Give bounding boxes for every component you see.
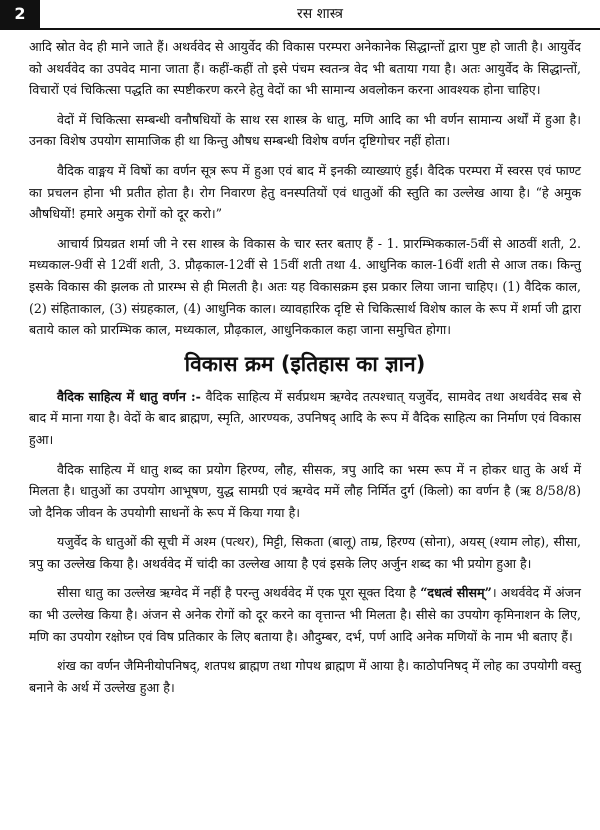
page-body [29, 36, 581, 698]
section-heading: विकास क्रम (इतिहास का ज्ञान) [184, 351, 426, 376]
paragraph-lead-label: वैदिक साहित्य में धातु वर्णन :- [57, 388, 201, 404]
paragraph-lead-metal [29, 582, 581, 647]
paragraph-lead-metal-text-b: । अथर्ववेद में अंजन का भी उल्लेख किया है। अंजन से अनेक रोगों को दूर करने का वृत्तान्त भी मिलता है। सीसे का उपयोग कृमिनाशन के लिए, मणि का उपयोग रक्षोघ्न एवं विष प्रतिकार के लिए बताया है। औदुम्बर, दर्भ, पर्ण आदि अनेक मणियों के नाम भी बताए हैं। [29, 585, 581, 644]
paragraph-yajurveda-metals: यजुर्वेद के धातुओं की सूची में अश्म (पत्थर), मिट्टी, सिकता (बालू) ताम्र, हिरण्य (सोना), अयस् (श्याम लोह), सीसा, त्रपु का उल्लेख किया है। अथर्ववेद में चांदी का उल्लेख आया है एवं इसके लिए अर्जुन शब्द का भी प्रयोग हुआ है। [29, 534, 581, 571]
sukta-quote: “दधत्वं सीसम्” [420, 585, 492, 601]
paragraph-vedic-medicine: वेदों में चिकित्सा सम्बन्धी वनौषधियों के साथ रस शास्त्र के धातु, मणि आदि का भी वर्णन सामान्य अर्थों में हुआ है। उनका विशेष उपयोग सामाजिक ही था किन्तु औषध सम्बन्धी विशेष वर्णन दृष्टिगोचर नहीं होता। [29, 111, 581, 149]
paragraph-vedic-literature-poisons: वैदिक वाङ्मय में विषों का वर्णन सूत्र रूप में हुआ एवं बाद में इनकी व्याख्याएं हुईं। वैदिक परम्परा में स्वरस एवं फाण्ट का प्रचलन होना भी प्रतीत होता है। रोग निवारण हेतु वनस्पतियों एवं धातुओं की स्तुति का उल्लेख आया है। “हे अमुक औषधियों! हमारे अमुक रोगों को दूर करो।” [29, 162, 581, 222]
paragraph-conch-upanishad: शंख का वर्णन जैमिनीयोपनिषद्, शतपथ ब्राह्मण तथा गोपथ ब्राह्मण में आया है। काठोपनिषद् में लोह का उपयोगी वस्तु बनाने के अर्थ में उल्लेख हुआ है। [29, 658, 581, 695]
paragraph-lead-metal-text-a: सीसा धातु का उल्लेख ऋग्वेद में नहीं है परन्तु अथर्ववेद में एक पूरा सूक्त दिया है [57, 585, 421, 601]
header-divider [0, 28, 600, 30]
paragraph-development-stages: आचार्य प्रियव्रत शर्मा जी ने रस शास्त्र के विकास के चार स्तर बताए हैं - 1. प्रारम्भिककाल-5वीं से आठवीं शती, 2. मध्यकाल-9वीं से 12वीं शती, 3. प्रौढ़काल-12वीं से 15वीं शती तथा 4. आधुनिक काल-16वीं शती से आज तक। किन्तु इसके विकास की झलक तो प्रारम्भ से ही मिलती है। अतः यह विकासक्रम इस प्रकार लिया जाना चाहिए। (1) वैदिक काल, (2) संहिताकाल, (3) संग्रहकाल, (4) आधुनिक काल। व्यावहारिक दृष्टि से चिकित्सार्थ विशेष काल के रूप में शर्मा जी द्वारा बताये काल को प्रारम्भिक काल, मध्यकाल, प्रौढ़काल, आधुनिककाल कहा जाना समुचित होगा। [29, 235, 581, 338]
paragraph-vedic-metals-text: वैदिक साहित्य में सर्वप्रथम ऋग्वेद तत्पश्चात् यजुर्वेद, सामवेद तथा अथर्ववेद सब से बाद में माना गया है। वेदों के बाद ब्राह्मण, स्मृति, आरण्यक, उपनिषद् आदि के रूप में वैदिक साहित्य का निर्माण एवं विकास हुआ। [29, 388, 581, 447]
page-number: 2 [0, 0, 40, 28]
paragraph-vedic-metals [29, 386, 581, 451]
page-header [0, 0, 600, 30]
paragraph-dhatu-usage: वैदिक साहित्य में धातु शब्द का प्रयोग हिरण्य, लौह, सीसक, त्रपु आदि का भस्म रूप में न होकर धातु के अर्थ में मिलता है। धातुओं का उपयोग आभूषण, युद्ध सामग्री एवं ऋग्वेद ममें लौह निर्मित दुर्ग (किलो) का वर्णन है (ऋ 8/58/8) जो दैनिक जीवन के उपयोगी साधनों के रूप में किया गया है। [29, 461, 581, 520]
paragraph-vedas-source: आदि स्रोत वेद ही माने जाते हैं। अथर्ववेद से आयुर्वेद की विकास परम्परा अनेकानेक सिद्धान्तों द्वारा पुष्ट हो जाती है। आयुर्वेद को अथर्ववेद का उपवेद माना जाता हैं। कहीं-कहीं तो इसे पंचम स्वतन्त्र वेद भी बताया गया है। अतः आयुर्वेद के सिद्धान्तों, विचारों एवं चिकित्सा पद्धति का स्पष्टीकरण करने हेतु वेदों का भी सामान्य अवलोकन करना आवश्यक होना चाहिए। [29, 39, 581, 98]
running-title: रस शास्त्र [297, 6, 343, 22]
